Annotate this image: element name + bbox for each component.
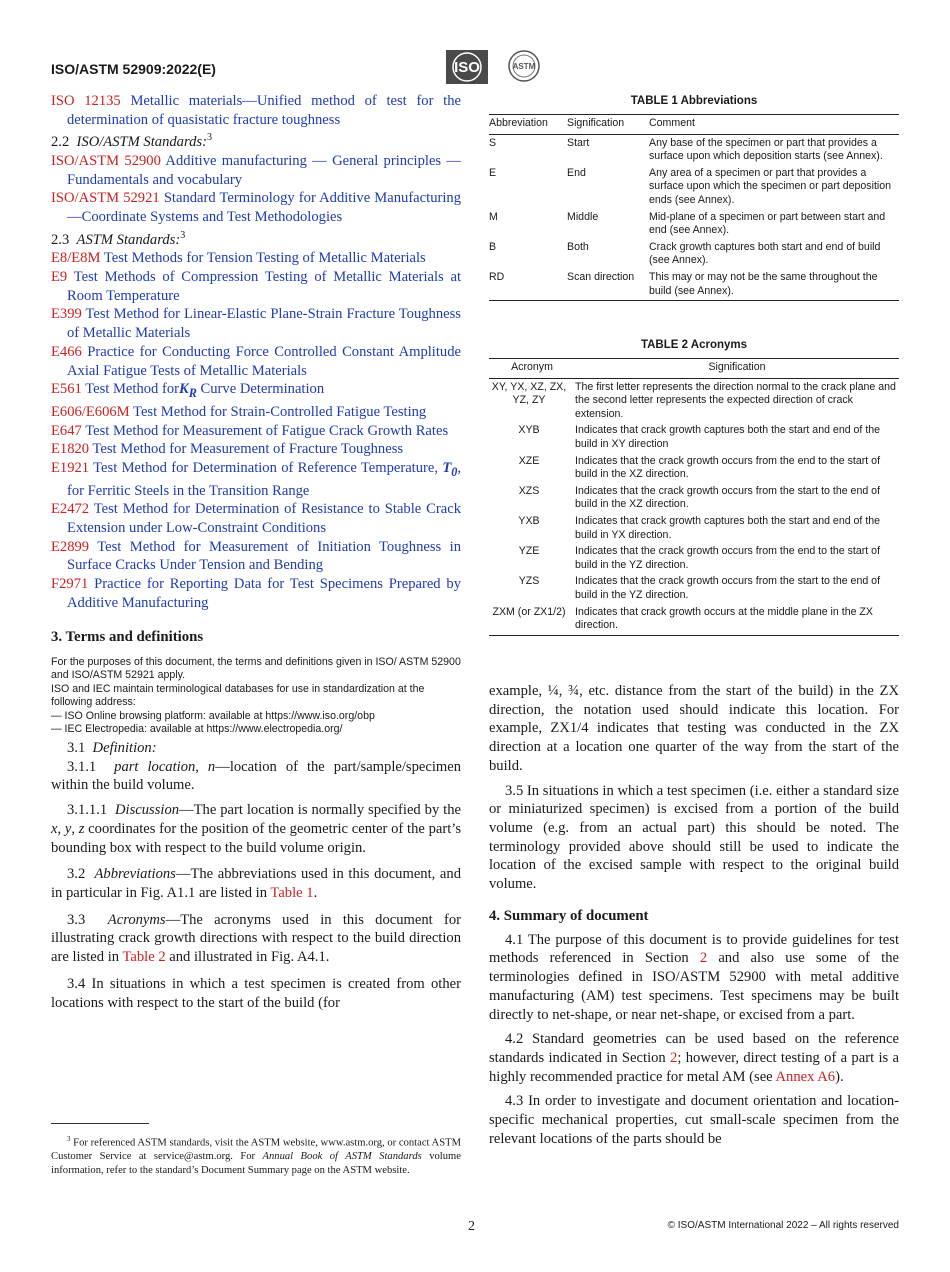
table-row [489,604,899,636]
reference-code[interactable]: E606/E606M [51,403,130,420]
paragraph-3-1-1: 3.1.1 part location, n—location of the part/sample/specimen within the build volume. [51,758,462,794]
reference-code[interactable]: ISO/ASTM 52900 [51,152,161,169]
paragraph-4-1: 4.1 The purpose of this document is to provide guidelines for test methods referenced in Section 2 and also use some of the terminologies defined in ISO/ASTM 52900 with metal additive manufacturing (AM) test specimens. Test specimens may be built directly to net-shape, or near net-shape, or excised from a part. [489,931,900,1023]
table-1 [489,114,899,301]
reference-e466[interactable] [51,343,461,380]
table-cell: Indicates that crack growth occurs at the middle plane in the ZX direction. [575,604,899,636]
table-row [489,209,899,239]
reference-title[interactable]: Practice for Reporting Data for Test Specimens Prepared by Additive Manufacturing [67,576,461,611]
table-cell: Any base of the specimen or part that provides a surface upon which deposition starts (see Annex). [649,136,883,163]
table-row [489,134,899,165]
subheading-iso-astm-standards: 2.2 ISO/ASTM Standards:$^3$ [51,132,212,151]
reference-code[interactable]: E2899 [51,538,90,555]
table-row [489,483,899,513]
reference-title[interactable]: Metallic materials—Unified method of test for the determination of quasistatic fracture toughness [67,93,461,128]
table-2-block [489,339,899,636]
reference-code[interactable]: F2971 [51,576,89,593]
table-2 [489,358,899,636]
reference-title[interactable]: Test Method for Linear-Elastic Plane-Strain Fracture Toughness of Metallic Materials [67,306,461,342]
subheading-astm-standards: 2.3 ASTM Standards:$^3$ [51,229,186,248]
reference-title[interactable]: Practice for Conducting Force Controlled Constant Amplitude Axial Fatigue Tests of Metallic Materials [67,343,461,379]
paragraph-3-5: 3.5 In situations in which a test specimen (i.e. either a standard size or miniaturized specimen) is excised from a portion of the build volume (e.g. from an actual part) this should be noted. The terminology provided above should still be used to indicate the location of the excised sample with respect to the original build volume. [489,782,899,893]
reference-e2472[interactable] [51,500,461,537]
paragraph-3-4-continued: example, ¼, ¾, etc. distance from the start of the build) in the ZX direction, the notation used should indicate this location. For example, ZX1/4 indicates that testing was conducted in the ZX direction at a location one quarter of the way from the start of the build. [489,683,899,774]
reference-iso-astm-52921[interactable] [51,189,461,226]
table-cell: Indicates that the crack growth occurs from the end to the start of build in the YZ direction. [575,545,881,571]
reference-code[interactable]: E647 [51,422,82,439]
table-cell: XZE [518,454,540,467]
table-row [489,513,899,543]
table-row [489,453,899,483]
iso-logo [446,50,488,84]
table-cell: B [489,240,497,253]
reference-title[interactable]: Test Method for Measurement of Fatigue Crack Growth Rates [85,422,449,439]
paragraph-3-1-1-1: 3.1.1.1 Discussion—The part location is normally specified by the x, y, z coordinates for the position of the geometric center of the part’s bounding box with respect to the build volume origin. [51,802,462,856]
column-header: Comment [649,115,899,135]
table-cell: YZS [518,575,540,588]
table-cell: XY, YX, XZ, ZX, YZ, ZY [491,380,567,407]
reference-title[interactable]: Test Methods of Compression Testing of Metallic Materials at Room Temperature [67,269,461,304]
reference-title[interactable]: Test Methods for Tension Testing of Metallic Materials [103,250,426,267]
reference-e9[interactable] [51,268,461,305]
table-cell: Indicates that the crack growth occurs from the end to the start of build in the XZ direction. [575,454,881,481]
table-cell: RD [489,269,567,301]
reference-e8[interactable] [51,249,461,268]
table-cell: Scan direction [567,269,649,301]
reference-title[interactable]: Test Method for Measurement of Fracture Toughness [92,441,404,458]
table-cell: Indicates that crack growth captures both the start and end of the build in XY direction [575,424,881,450]
table-cell: M [489,210,498,223]
table-row [489,269,899,301]
table-cell: Middle [567,210,599,223]
section-2-link[interactable]: 2 [670,1049,678,1066]
reference-e2899[interactable] [51,538,461,575]
reference-code[interactable]: E2472 [51,501,90,518]
left-column [51,92,461,1012]
table-cell: Crack growth captures both start and end of build (see Annex). [649,240,881,267]
table-row [489,378,899,422]
table-cell: The first letter represents the direction normal to the crack plane and the second letter represents the expected direction of crack extension. [575,380,896,420]
section-3-intro: For the purposes of this document, the terms and definitions given in ISO/ ASTM 52900 and ISO/ASTM 52921 apply. ISO and IEC maintain terminological databases for use in standardization at the following address: — ISO Online browsing platform: available at https://www.iso.org/obp — IEC Electropedia: available at https://www.electropedia.org/ [51,655,461,736]
table-cell: Any area of a specimen or part that provides a surface upon which the specimen or part deposition ends (see Annex). [649,166,892,206]
reference-title[interactable]: Additive manufacturing — General principles — Fundamentals and vocabulary [67,152,461,188]
table-row [489,543,899,573]
table-cell: This may or may not be the same throughout the build (see Annex). [649,269,899,301]
annex-a6-link[interactable]: Annex A6 [775,1068,836,1085]
table-cell: E [489,166,497,179]
copyright-notice: © ISO/ASTM International 2022 – All rights reserved [667,1220,899,1231]
section-4-heading: 4. Summary of document [489,907,649,924]
reference-title[interactable]: Test Method for Determination of Resistance to Stable Crack Extension under Low-Constraint Conditions [67,501,461,536]
footnote-3: $^3$ For referenced ASTM standards, visit the ASTM website, www.astm.org, or contact ASTM Customer Service at service@astm.org. For Annual Book of ASTM Standards volume information, refer to the standard’s Document Summary page on the ASTM website. [51,1135,461,1177]
column-header: Acronym [489,359,575,379]
reference-code[interactable]: E1921 [51,459,90,476]
table-row [489,239,899,269]
table-2-link[interactable]: Table 2 [122,949,166,966]
reference-e1921[interactable] [51,459,461,500]
reference-e647[interactable] [51,422,461,441]
table-1-link[interactable]: Table 1 [270,885,314,901]
table-row [489,573,899,603]
table-header-row [489,359,899,379]
table-1-block [489,95,899,301]
paragraph-4-2: 4.2 Standard geometries can be used based on the reference standards indicated in Section 2; however, direct testing of a part is a highly recommended practice for metal AM (see Annex A6). [489,1031,899,1085]
reference-title[interactable]: Test Method forK$_R$ Curve Determination [85,381,325,401]
column-header: Abbreviation [489,115,567,135]
table-1-title: TABLE 1 Abbreviations [630,95,758,107]
document-id: ISO/ASTM 52909:2022(E) [51,61,216,77]
reference-code[interactable]: E399 [51,306,82,323]
reference-e606[interactable] [51,403,461,422]
table-row [489,422,899,452]
reference-e399[interactable] [51,305,461,342]
paragraph-3-4: 3.4 In situations in which a test specimen is created from other locations with respect to the start of the build (for [51,975,461,1011]
section-3-heading: 3. Terms and definitions [51,628,204,645]
paragraph-4-3: 4.3 In order to investigate and document orientation and location-specific mechanical properties, cut small-scale specimen from the relevant locations of the parts should be [489,1093,899,1147]
reference-code[interactable]: E561 [51,381,82,398]
iso-logo-text: ISO [454,59,480,76]
astm-logo [505,49,543,83]
reference-code[interactable]: ISO 12135 [51,93,121,109]
astm-logo-text: ASTM [512,62,536,71]
column-header: Signification [567,115,649,135]
column-header: Signification [575,359,899,379]
table-2-title: TABLE 2 Acronyms [640,339,748,351]
table-cell: Start [567,136,590,149]
table-cell: ZXM (or ZX1/2) [489,604,575,636]
reference-title[interactable]: Standard Terminology for Additive Manufacturing—Coordinate Systems and Test Methodologies [67,190,462,226]
table-cell: YZE [518,545,540,558]
table-cell: XZS [518,484,540,497]
table-cell: Both [567,240,589,253]
table-cell: Mid-plane of a specimen or part between start and end (see Annex). [649,210,886,237]
table-row [489,165,899,209]
section-2-link[interactable]: 2 [699,950,708,967]
table-cell: Indicates that the crack growth occurs from the start to the end of build in the YZ direction. [575,575,881,601]
reference-code[interactable]: E9 [51,269,68,286]
reference-e561[interactable] [51,380,461,403]
table-cell: Indicates that crack growth captures both the start and end of the build in YX direction. [575,514,881,541]
footnote-divider [51,1123,149,1124]
reference-f2971[interactable] [51,575,461,612]
reference-e1820[interactable] [51,440,461,459]
paragraph-3-3: 3.3 Acronyms—The acronyms used in this document for illustrating crack growth directions with respect to the build direction are listed in Table 2 and illustrated in Fig. A4.1. [51,911,462,966]
reference-code[interactable]: E466 [51,343,82,360]
reference-title[interactable]: Test Method for Measurement of Initiation Toughness in Surface Cracks Under Tension and Bending [67,538,461,574]
right-column-text [489,682,899,1148]
reference-iso-12135[interactable] [51,92,461,129]
reference-title[interactable]: Test Method for Strain-Controlled Fatigue Testing [133,403,427,420]
reference-code[interactable]: E1820 [51,441,90,458]
reference-code[interactable]: ISO/ASTM 52921 [51,190,160,207]
table-cell: YXB [518,514,540,527]
page-number: 2 [468,1219,475,1234]
reference-title[interactable]: Test Method for Determination of Reference Temperature, $T_0$, for Ferritic Steels in the Transition Range [67,459,461,499]
reference-code[interactable]: E8/E8M [51,250,101,267]
paragraph-3-2: 3.2 Abbreviations—The abbreviations used in this document, and in particular in Fig. A1.1 are listed in Table 1. [51,866,462,901]
table-cell: Indicates that the crack growth occurs from the start to the end of build in the XZ direction. [575,484,881,511]
table-header-row [489,115,899,135]
paragraph-3-1: 3.1 Definition: [67,740,157,757]
table-cell: End [567,166,586,179]
reference-iso-astm-52900[interactable] [51,152,461,189]
table-cell: XYB [518,424,540,437]
table-cell: S [489,136,497,149]
